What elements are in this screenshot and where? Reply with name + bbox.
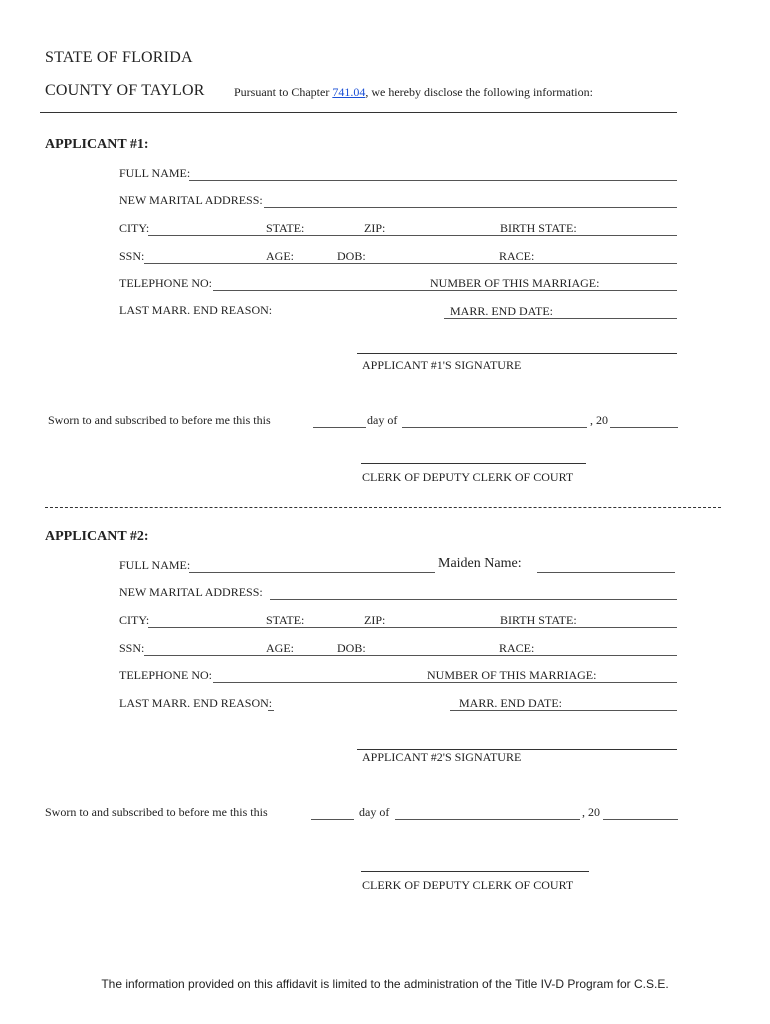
a1-clerk-line[interactable] bbox=[361, 463, 586, 464]
a2-birth-state-label: BIRTH STATE: bbox=[500, 613, 577, 627]
a1-state-label: STATE: bbox=[266, 221, 305, 235]
a2-end-reason-field[interactable] bbox=[268, 710, 274, 711]
a1-sworn-day-field[interactable] bbox=[313, 427, 366, 428]
applicant1-heading: APPLICANT #1: bbox=[45, 137, 149, 152]
a1-address-label: NEW MARITAL ADDRESS: bbox=[119, 193, 263, 207]
pursuant-prefix: Pursuant to Chapter bbox=[234, 85, 333, 99]
a2-ssn-label: SSN: bbox=[119, 641, 145, 655]
a1-ssn-row-field[interactable] bbox=[144, 263, 677, 264]
a1-marriage-number-label: NUMBER OF THIS MARRIAGE: bbox=[430, 276, 600, 290]
a1-signature-line[interactable] bbox=[357, 353, 677, 354]
a2-clerk-line[interactable] bbox=[361, 871, 589, 872]
county-title: COUNTY OF TAYLOR bbox=[45, 82, 205, 99]
a2-race-label: RACE: bbox=[499, 641, 535, 655]
a1-address-field[interactable] bbox=[264, 207, 677, 208]
a2-age-label: AGE: bbox=[266, 641, 294, 655]
a1-full-name-label: FULL NAME: bbox=[119, 166, 191, 180]
a2-end-date-field[interactable] bbox=[450, 710, 677, 711]
a2-clerk-label: CLERK OF DEPUTY CLERK OF COURT bbox=[362, 878, 574, 892]
a1-age-label: AGE: bbox=[266, 249, 294, 263]
a1-sworn-dayof: day of bbox=[367, 413, 398, 427]
chapter-link[interactable]: 741.04 bbox=[332, 85, 366, 99]
a2-state-label: STATE: bbox=[266, 613, 305, 627]
a1-sworn-year-field[interactable] bbox=[610, 427, 678, 428]
a1-dob-label: DOB: bbox=[337, 249, 366, 263]
a1-telephone-label: TELEPHONE NO: bbox=[119, 276, 212, 290]
a2-address-label: NEW MARITAL ADDRESS: bbox=[119, 585, 263, 599]
a1-sworn-month-field[interactable] bbox=[402, 427, 587, 428]
a1-end-date-label: MARR. END DATE: bbox=[450, 304, 554, 318]
pursuant-suffix: , we hereby disclose the following information: bbox=[365, 85, 593, 99]
a1-full-name-field[interactable] bbox=[189, 180, 677, 181]
a2-sworn-dayof: day of bbox=[359, 805, 390, 819]
a2-signature-label: APPLICANT #2'S SIGNATURE bbox=[362, 750, 522, 764]
a1-end-reason-label: LAST MARR. END REASON: bbox=[119, 303, 273, 317]
section-divider bbox=[45, 507, 721, 508]
a1-sworn-text: Sworn to and subscribed to before me this this bbox=[48, 413, 271, 427]
a2-ssn-row-field[interactable] bbox=[144, 655, 677, 656]
a1-end-date-field[interactable] bbox=[444, 318, 677, 319]
a1-city-row-field[interactable] bbox=[148, 235, 677, 236]
a1-signature-label: APPLICANT #1'S SIGNATURE bbox=[362, 358, 522, 372]
a2-sworn-year-prefix: , 20 bbox=[582, 805, 600, 819]
a2-maiden-name-label: Maiden Name: bbox=[438, 556, 522, 571]
a1-clerk-label: CLERK OF DEPUTY CLERK OF COURT bbox=[362, 470, 574, 484]
a1-race-label: RACE: bbox=[499, 249, 535, 263]
a2-address-field[interactable] bbox=[270, 599, 677, 600]
footer-note: The information provided on this affidavit is limited to the administration of the Title IV-D Program for C.S.E. bbox=[101, 977, 669, 991]
pursuant-statement bbox=[234, 85, 593, 100]
a2-sworn-year-field[interactable] bbox=[603, 819, 678, 820]
a2-full-name-field[interactable] bbox=[189, 572, 435, 573]
a2-end-reason-label: LAST MARR. END REASON: bbox=[119, 696, 273, 710]
a1-sworn-year-prefix: , 20 bbox=[590, 413, 608, 427]
a2-marriage-number-label: NUMBER OF THIS MARRIAGE: bbox=[427, 668, 597, 682]
applicant2-heading: APPLICANT #2: bbox=[45, 529, 149, 544]
a1-birth-state-label: BIRTH STATE: bbox=[500, 221, 577, 235]
a1-ssn-label: SSN: bbox=[119, 249, 145, 263]
a2-zip-label: ZIP: bbox=[364, 613, 386, 627]
a1-zip-label: ZIP: bbox=[364, 221, 386, 235]
state-title: STATE OF FLORIDA bbox=[45, 49, 193, 66]
a2-end-date-label: MARR. END DATE: bbox=[459, 696, 563, 710]
header-divider bbox=[40, 112, 677, 113]
a2-city-row-field[interactable] bbox=[148, 627, 677, 628]
a2-city-label: CITY: bbox=[119, 613, 150, 627]
a2-maiden-name-field[interactable] bbox=[537, 572, 675, 573]
a2-telephone-label: TELEPHONE NO: bbox=[119, 668, 212, 682]
a2-sworn-day-field[interactable] bbox=[311, 819, 354, 820]
a1-city-label: CITY: bbox=[119, 221, 150, 235]
a2-sworn-text: Sworn to and subscribed to before me this this bbox=[45, 805, 268, 819]
a2-dob-label: DOB: bbox=[337, 641, 366, 655]
a2-full-name-label: FULL NAME: bbox=[119, 558, 191, 572]
a2-sworn-month-field[interactable] bbox=[395, 819, 580, 820]
